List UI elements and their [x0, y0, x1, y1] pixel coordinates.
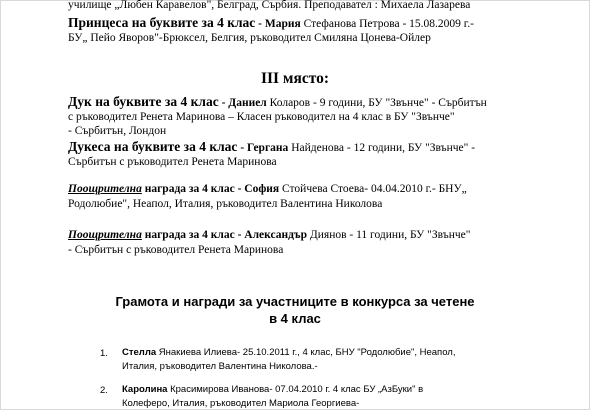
princess-title: Принцеса на буквите за 4 клас	[68, 15, 256, 30]
reading-item-1	[122, 346, 455, 359]
award2-details-2: - Сърбитън с ръководител Ренета Маринова	[68, 244, 284, 256]
award2-entry	[68, 228, 470, 242]
duchess-name: - Гергана	[237, 142, 289, 154]
award2-label: Поощрителна	[68, 229, 142, 241]
duke-details-2: с ръководител Ренета Маринова – Класен ръководител на 4 клас в БУ "Звънче"	[68, 111, 455, 123]
duke-name: - Даниел	[218, 97, 267, 109]
princess-details: Стефанова Петрова - 15.08.2009 г.-	[300, 18, 474, 30]
award2-title: награда за 4 клас	[141, 229, 235, 241]
duke-details: Коларов - 9 години, БУ "Звънче" - Сърбитън	[266, 97, 487, 109]
princess-entry	[68, 16, 474, 31]
princess-name: - Мария	[255, 18, 301, 30]
reading-item-2-line2	[122, 397, 359, 410]
duchess-entry-line2	[68, 155, 277, 169]
reading-item-1-details-2: Италия, ръководител Валентина Николова.-	[122, 361, 318, 372]
award1-entry	[68, 182, 467, 196]
duchess-title: Дукеса на буквите за 4 клас	[68, 139, 238, 154]
reading-item-1-line2	[122, 360, 318, 373]
award1-name: - София	[234, 183, 280, 195]
duchess-details: Найденова - 12 години, БУ "Звънче" -	[288, 142, 476, 154]
reading-heading-line2: в 4 клас	[269, 311, 321, 326]
third-place-heading: III място:	[260, 70, 330, 87]
award1-title: награда за 4 клас	[141, 183, 235, 195]
school-text: училище „Любен Каравелов", Белград, Сърбия. Преподавател : Михаела Лазарева	[68, 0, 471, 11]
duke-title: Дук на буквите за 4 клас	[68, 94, 219, 109]
award2-name: - Александър	[234, 229, 308, 241]
school-line	[68, 0, 470, 12]
reading-item-1-name: Стелла	[122, 347, 157, 358]
duke-details-3: - Сърбитън, Лондон	[68, 125, 167, 137]
princess-entry-line2	[68, 31, 431, 45]
award1-details: Стойчева Стоева- 04.04.2010 г.- БНУ„	[279, 183, 467, 195]
reading-item-2-details: Красимирова Иванова- 07.04.2010 г. 4 клас БУ „АзБуки" в	[167, 384, 424, 395]
award2-entry-line2	[68, 243, 283, 257]
duke-entry-line3	[68, 124, 166, 138]
duchess-entry	[68, 140, 475, 155]
reading-item-2	[122, 383, 423, 396]
award1-label: Поощрителна	[68, 183, 142, 195]
reading-item-2-number: 2.	[100, 385, 108, 396]
award1-entry-line2	[68, 197, 382, 211]
princess-details-2: БУ„ Пейо Яворов"-Брюксел, Белгия, ръководител Смиляна Цонева-Ойлер	[68, 32, 431, 44]
reading-item-1-details: Янакиева Илиева- 25.10.2011 г., 4 клас, БНУ "Родолюбие", Неапол,	[156, 347, 456, 358]
award1-details-2: Родолюбие", Неапол, Италия, ръководител Валентина Николова	[68, 198, 383, 210]
award2-details: Диянов - 11 години, БУ "Звънче"	[307, 229, 471, 241]
reading-item-2-details-2: Колеферо, Италия, ръководител Мариола Георгиева-	[122, 398, 360, 409]
duke-entry-line2	[68, 110, 455, 124]
reading-item-1-number: 1.	[100, 348, 108, 359]
duchess-details-2: Сърбитън с ръководител Ренета Маринова	[68, 156, 277, 168]
duke-entry	[68, 95, 487, 110]
reading-item-2-name: Каролина	[122, 384, 168, 395]
reading-heading-line1: Грамота и награди за участниците в конкурса за четене	[115, 294, 475, 309]
